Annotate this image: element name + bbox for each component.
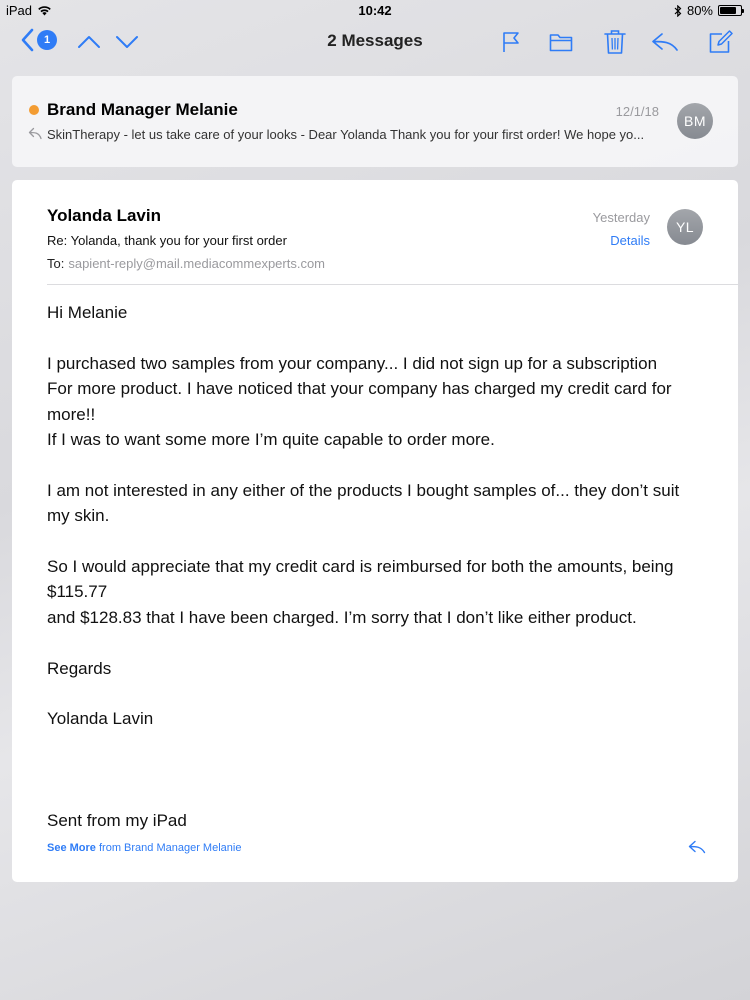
unread-badge: 1 — [37, 30, 57, 50]
status-bar — [0, 0, 750, 20]
message-date: Yesterday — [592, 210, 650, 225]
page-title: 2 Messages — [327, 31, 423, 50]
body-paragraph: I am not interested in any either of the products I bought samples of... they don’t suit my skin. — [47, 480, 680, 526]
battery-percent: 80% — [686, 3, 713, 18]
reply-button[interactable] — [650, 28, 680, 56]
message-date: 12/1/18 — [615, 104, 659, 119]
see-more-from: from Brand Manager Melanie — [98, 842, 242, 854]
see-more-link[interactable] — [47, 842, 241, 854]
compose-icon — [708, 30, 734, 54]
battery-icon — [718, 5, 742, 16]
compose-button[interactable] — [706, 28, 736, 56]
folder-icon — [549, 32, 573, 52]
delete-button[interactable] — [600, 28, 630, 56]
expanded-message-card — [12, 180, 738, 882]
sender-name: Yolanda Lavin — [47, 206, 161, 225]
unread-dot — [29, 105, 39, 115]
message-subject: Re: Yolanda, thank you for your first order — [47, 233, 287, 248]
body-signature: Yolanda Lavin — [47, 709, 154, 729]
avatar: BM — [677, 103, 713, 139]
body-paragraph: I purchased two samples from your company... I did not sign up for a subscription For more product. I have noticed that your company has charged my credit card for more!! If I was to want some more I’m quite capable to order more. — [47, 353, 672, 450]
message-snippet: SkinTherapy - let us take care of your looks - Dear Yolanda Thank you for your first order! We hope yo... — [47, 127, 645, 142]
to-label: To: — [47, 256, 65, 271]
device-name: iPad — [6, 3, 33, 18]
body-closing: Regards — [47, 658, 112, 678]
avatar: YL — [667, 209, 703, 245]
message-body — [47, 300, 697, 833]
collapsed-message-card[interactable] — [12, 76, 738, 167]
sender-name: Brand Manager Melanie — [47, 100, 238, 119]
reply-icon — [688, 840, 706, 854]
reply-icon — [651, 32, 679, 52]
move-to-folder-button[interactable] — [546, 28, 576, 56]
clock: 10:42 — [358, 3, 392, 18]
body-greeting: Hi Melanie — [47, 303, 128, 322]
replied-icon — [28, 127, 42, 140]
divider — [47, 284, 738, 285]
body-paragraph: So I would appreciate that my credit card is reimbursed for both the amounts, being $115.77 and $128.83 that I have been charged. I’m sorry that I don’t like either product. — [47, 557, 674, 627]
toolbar — [0, 20, 750, 64]
see-more-label: See More — [47, 842, 96, 854]
recipient-line — [47, 256, 325, 271]
inline-reply-button[interactable] — [688, 840, 706, 859]
bluetooth-icon — [674, 5, 682, 17]
body-sent-from: Sent from my iPad — [47, 811, 187, 831]
flag-button[interactable] — [496, 28, 526, 56]
details-link[interactable]: Details — [610, 233, 650, 248]
flag-icon — [501, 31, 521, 53]
trash-icon — [604, 29, 626, 55]
recipient-address[interactable]: sapient-reply@mail.mediacommexperts.com — [68, 256, 326, 271]
